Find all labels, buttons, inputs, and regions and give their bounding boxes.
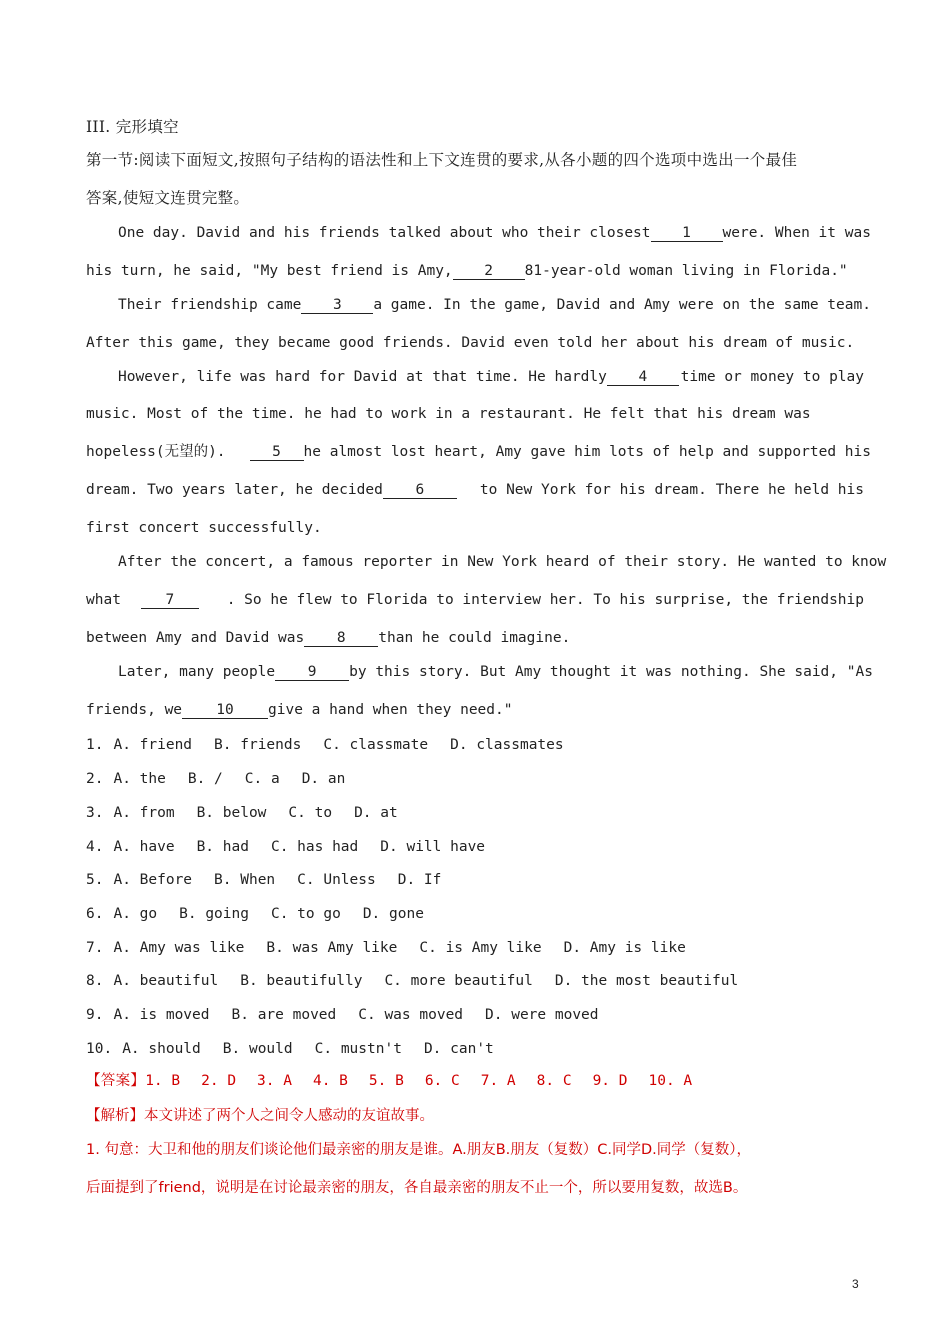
question-1 (86, 735, 864, 755)
answer-item: 9. D (592, 1073, 628, 1089)
passage-line: his turn, he said, "My best friend is Amy, 2 81-year-old woman living in Florida." (86, 263, 848, 279)
passage-line: first concert successfully. (86, 520, 322, 536)
analysis-q1-line-2: 后面提到了friend，说明是在讨论最亲密的朋友，各自最亲密的朋友不止一个，所以要用复数，故选B。 (86, 1180, 748, 1196)
blank-5: 5 (250, 444, 304, 461)
blank-3: 3 (301, 297, 373, 314)
passage-line: dream. Two years later, he decided 6 to New York for his dream. There he held his (86, 482, 864, 498)
question-option: B. are moved (231, 1007, 337, 1023)
question-option: C. mustn't (314, 1041, 402, 1057)
question-2 (86, 769, 864, 789)
passage-line: However, life was hard for David at that time. He hardly 4 time or money to play (118, 369, 864, 385)
question-number: 8. (86, 973, 104, 989)
analysis-label: 【解析】 (86, 1108, 144, 1124)
answer-item: 10. A (648, 1073, 693, 1089)
passage-line: Later, many people 9 by this story. But Amy thought it was nothing. She said, "As (118, 664, 873, 680)
section-title: III. 完形填空 (86, 118, 179, 136)
question-5 (86, 870, 864, 890)
question-option: D. an (301, 771, 346, 787)
question-option: A. go (113, 906, 158, 922)
question-option: D. If (397, 872, 442, 888)
passage-line: what 7 . So he flew to Florida to interview her. To his surprise, the friendship (86, 592, 864, 608)
question-option: B. was Amy like (266, 940, 398, 956)
passage-line: between Amy and David was 8 than he could imagine. (86, 630, 571, 646)
question-option: C. a (244, 771, 280, 787)
answer-item: 8. C (536, 1073, 572, 1089)
question-3 (86, 803, 864, 823)
answer-item: 7. A (480, 1073, 516, 1089)
analysis-text: 本文讲述了两个人之间令人感动的友谊故事。 (144, 1108, 434, 1124)
answer-line (86, 1071, 864, 1091)
question-option: A. have (113, 839, 175, 855)
passage-line: Their friendship came 3 a game. In the game, David and Amy were on the same team. (118, 297, 871, 313)
blank-2: 2 (453, 263, 525, 280)
question-option: B. beautifully (240, 973, 363, 989)
question-option: D. can't (423, 1041, 494, 1057)
question-8 (86, 971, 864, 991)
passage-line: hopeless(无望的). 5 he almost lost heart, Amy gave him lots of help and supported his (86, 444, 871, 460)
blank-4: 4 (607, 369, 679, 386)
question-10 (86, 1039, 864, 1059)
passage-line: After the concert, a famous reporter in New York heard of their story. He wanted to know (118, 554, 887, 570)
question-option: B. had (196, 839, 249, 855)
question-number: 3. (86, 805, 104, 821)
answer-items (145, 1073, 713, 1089)
question-option: A. Before (113, 872, 193, 888)
blank-6: 6 (383, 482, 457, 499)
question-4 (86, 837, 864, 857)
question-option: A. from (113, 805, 175, 821)
question-option: B. going (179, 906, 249, 922)
question-option: A. is moved (113, 1007, 210, 1023)
answer-item: 4. B (312, 1073, 348, 1089)
analysis-q1-line-1: 1. 句意：大卫和他的朋友们谈论他们最亲密的朋友是谁。A.朋友B.朋友（复数）C.同学D.同学（复数）， (86, 1142, 752, 1158)
question-option: C. has had (270, 839, 359, 855)
question-option: D. at (354, 805, 398, 821)
question-number: 7. (86, 940, 104, 956)
question-number: 4. (86, 839, 104, 855)
question-option: C. more beautiful (384, 973, 533, 989)
answer-label: 【答案】 (86, 1073, 146, 1089)
question-6 (86, 904, 864, 924)
question-number: 1. (86, 737, 104, 753)
question-number: 6. (86, 906, 104, 922)
question-option: D. gone (362, 906, 424, 922)
question-option: C. to (288, 805, 333, 821)
analysis-line (86, 1106, 864, 1126)
question-option: C. to go (270, 906, 341, 922)
blank-7: 7 (141, 592, 199, 609)
instructions-line-2: 答案,使短文连贯完整。 (86, 189, 250, 207)
passage-line: music. Most of the time. he had to work in a restaurant. He felt that his dream was (86, 406, 811, 422)
question-option: C. is Amy like (419, 940, 542, 956)
question-option: C. Unless (297, 872, 376, 888)
passage-line: friends, we 10 give a hand when they need." (86, 702, 513, 718)
question-option: D. the most beautiful (554, 973, 739, 989)
page-number: 3 (852, 1277, 859, 1291)
answer-item: 1. B (145, 1073, 181, 1089)
question-option: B. When (214, 872, 276, 888)
question-option: A. the (113, 771, 166, 787)
answer-item: 2. D (201, 1073, 237, 1089)
question-number: 2. (86, 771, 104, 787)
question-option: B. would (222, 1041, 293, 1057)
blank-1: 1 (651, 225, 723, 242)
question-option: B. friends (214, 737, 302, 753)
question-option: A. should (122, 1041, 201, 1057)
question-option: B. below (196, 805, 267, 821)
blank-10: 10 (182, 702, 268, 719)
question-option: B. / (187, 771, 223, 787)
answer-item: 6. C (424, 1073, 460, 1089)
question-option: D. classmates (450, 737, 564, 753)
question-option: C. classmate (323, 737, 429, 753)
question-option: D. Amy is like (563, 940, 686, 956)
question-option: D. will have (380, 839, 486, 855)
question-option: A. Amy was like (113, 940, 245, 956)
blank-9: 9 (275, 664, 349, 681)
answer-item: 3. A (257, 1073, 292, 1089)
question-number: 9. (86, 1007, 104, 1023)
blank-8: 8 (304, 630, 378, 647)
instructions-line-1: 第一节:阅读下面短文,按照句子结构的语法性和上下文连贯的要求,从各小题的四个选项中选出一个最佳 (86, 151, 798, 169)
answer-item: 5. B (368, 1073, 404, 1089)
question-option: D. were moved (485, 1007, 599, 1023)
question-number: 5. (86, 872, 104, 888)
question-option: C. was moved (358, 1007, 464, 1023)
passage-line: After this game, they became good friends. David even told her about his dream of music. (86, 335, 855, 351)
passage-line: One day. David and his friends talked about who their closest 1 were. When it was (118, 225, 871, 241)
question-option: A. beautiful (113, 973, 219, 989)
question-7 (86, 938, 864, 958)
question-option: A. friend (113, 737, 193, 753)
question-number: 10. (86, 1041, 113, 1057)
question-9 (86, 1005, 864, 1025)
